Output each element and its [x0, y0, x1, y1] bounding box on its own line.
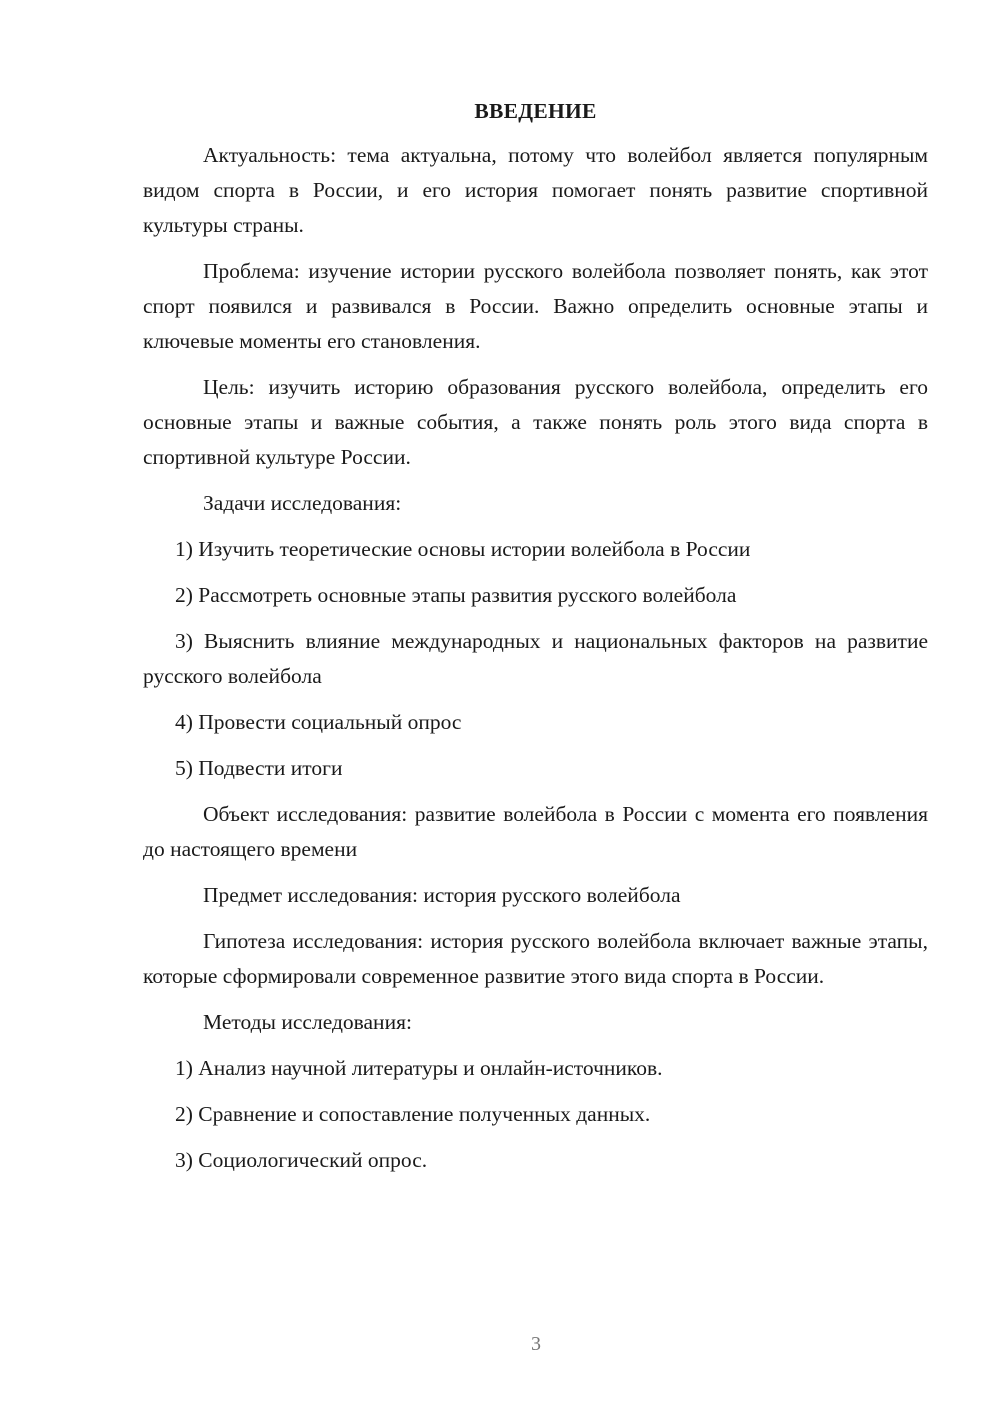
task-item: 4) Провести социальный опрос	[175, 710, 462, 734]
object-paragraph: Объект исследования: развитие волейбола в России с момента его появления до настоящего времени	[143, 802, 928, 861]
goal-paragraph: Цель: изучить историю образования русского волейбола, определить его основные этапы и важные события, а также понять роль этого вида спорта в спортивной культуре России.	[143, 375, 928, 469]
method-item: 3) Социологический опрос.	[175, 1148, 428, 1172]
task-item: 2) Рассмотреть основные этапы развития русского волейбола	[175, 583, 737, 607]
task-item: 3) Выяснить влияние международных и национальных факторов на развитие русского волейбола	[143, 629, 928, 688]
relevance-paragraph: Актуальность: тема актуальна, потому что волейбол является популярным видом спорта в России, и его история помогает понять развитие спортивной культуры страны.	[143, 143, 928, 237]
method-item: 1) Анализ научной литературы и онлайн-источников.	[175, 1056, 663, 1080]
methods-title: Методы исследования:	[203, 1010, 412, 1034]
subject-paragraph: Предмет исследования: история русского волейбола	[203, 883, 681, 907]
section-heading: ВВЕДЕНИЕ	[474, 99, 597, 123]
hypothesis-paragraph: Гипотеза исследования: история русского волейбола включает важные этапы, которые сформировали современное развитие этого вида спорта в России.	[143, 929, 928, 988]
method-item: 2) Сравнение и сопоставление полученных данных.	[175, 1102, 651, 1126]
tasks-title: Задачи исследования:	[203, 491, 402, 515]
page-number: 3	[531, 1333, 541, 1355]
page-content	[143, 94, 928, 1189]
task-item: 5) Подвести итоги	[175, 756, 343, 780]
problem-paragraph: Проблема: изучение истории русского волейбола позволяет понять, как этот спорт появился и развивался в России. Важно определить основные этапы и ключевые моменты его становления.	[143, 259, 928, 353]
task-item: 1) Изучить теоретические основы истории волейбола в России	[175, 537, 751, 561]
